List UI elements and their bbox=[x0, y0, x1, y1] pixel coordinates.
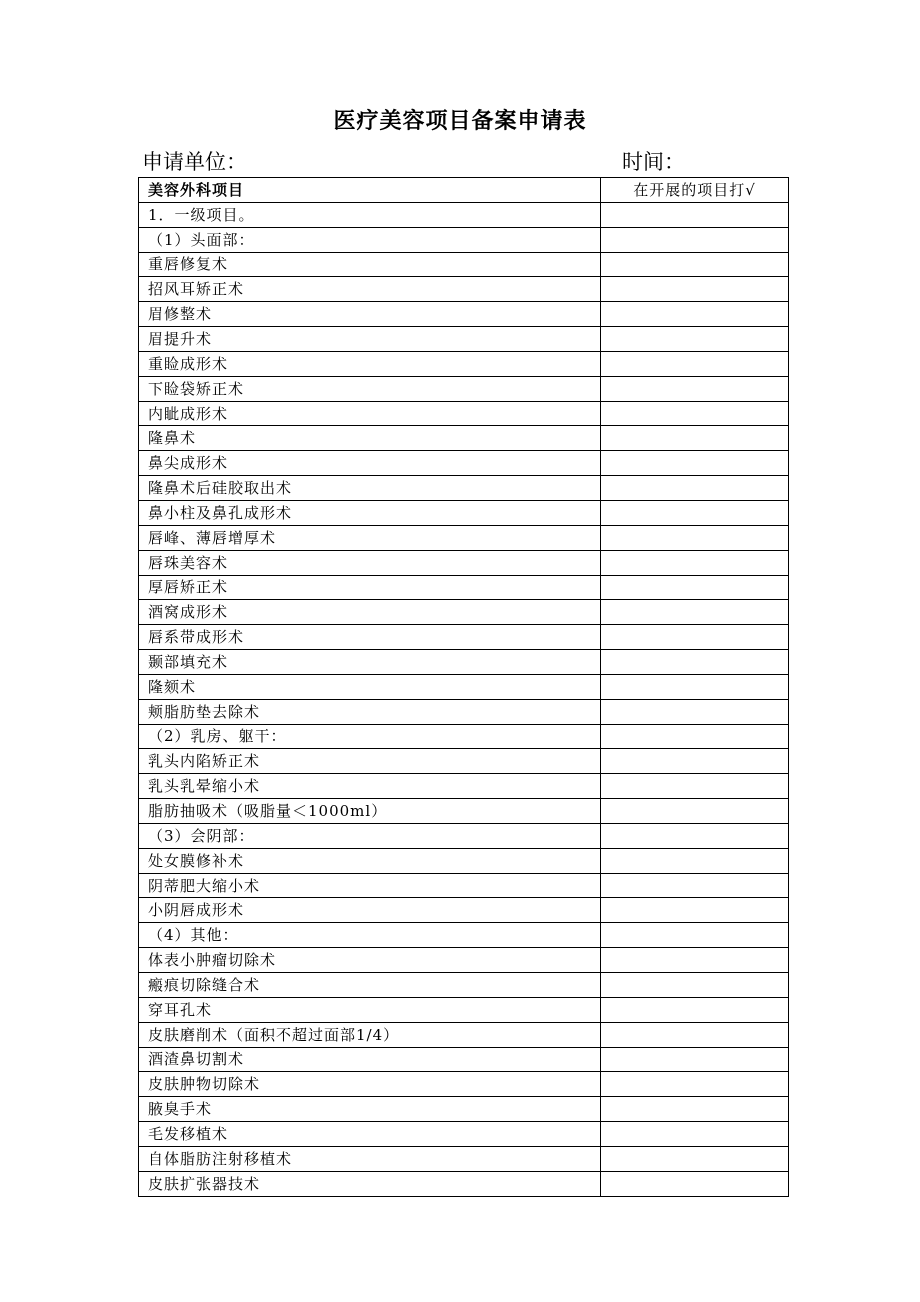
project-label: 皮肤扩张器技术 bbox=[139, 1171, 601, 1196]
project-label: 乳头内陷矫正术 bbox=[139, 749, 601, 774]
table-row bbox=[139, 1072, 789, 1097]
table-row bbox=[139, 451, 789, 476]
project-label: 隆鼻术 bbox=[139, 426, 601, 451]
section-label: （1）头面部： bbox=[139, 227, 601, 252]
table-row bbox=[139, 749, 789, 774]
check-cell[interactable] bbox=[601, 277, 789, 302]
project-label: 自体脂肪注射移植术 bbox=[139, 1146, 601, 1171]
check-cell[interactable] bbox=[601, 525, 789, 550]
table-row bbox=[139, 1122, 789, 1147]
project-label: 内眦成形术 bbox=[139, 401, 601, 426]
table-row bbox=[139, 376, 789, 401]
table-row bbox=[139, 351, 789, 376]
table-row bbox=[139, 774, 789, 799]
check-cell[interactable] bbox=[601, 575, 789, 600]
section-label: （2）乳房、躯干： bbox=[139, 724, 601, 749]
check-cell[interactable] bbox=[601, 476, 789, 501]
applicant-label: 申请单位： bbox=[142, 150, 247, 174]
table-row bbox=[139, 873, 789, 898]
table-row bbox=[139, 525, 789, 550]
project-label: 下睑袋矫正术 bbox=[139, 376, 601, 401]
table-row bbox=[139, 973, 789, 998]
check-cell[interactable] bbox=[601, 848, 789, 873]
table-row bbox=[139, 699, 789, 724]
check-cell[interactable] bbox=[601, 749, 789, 774]
check-cell[interactable] bbox=[601, 625, 789, 650]
table-row bbox=[139, 1047, 789, 1072]
table-row bbox=[139, 550, 789, 575]
table-row bbox=[139, 674, 789, 699]
table-row bbox=[139, 898, 789, 923]
project-label: 皮肤磨削术（面积不超过面部1/4） bbox=[139, 1022, 601, 1047]
check-cell[interactable] bbox=[601, 1171, 789, 1196]
check-cell[interactable] bbox=[601, 724, 789, 749]
table-row bbox=[139, 227, 789, 252]
table-row bbox=[139, 997, 789, 1022]
project-label: 重唇修复术 bbox=[139, 252, 601, 277]
check-cell[interactable] bbox=[601, 674, 789, 699]
project-label: 重睑成形术 bbox=[139, 351, 601, 376]
table-row bbox=[139, 1146, 789, 1171]
table-row bbox=[139, 1171, 789, 1196]
project-label: 眉修整术 bbox=[139, 302, 601, 327]
header-project: 美容外科项目 bbox=[139, 178, 601, 203]
table-row bbox=[139, 625, 789, 650]
table-row bbox=[139, 202, 789, 227]
check-cell[interactable] bbox=[601, 799, 789, 824]
project-label: 眉提升术 bbox=[139, 327, 601, 352]
table-row bbox=[139, 724, 789, 749]
check-cell[interactable] bbox=[601, 1072, 789, 1097]
check-cell[interactable] bbox=[601, 327, 789, 352]
project-label: 鼻小柱及鼻孔成形术 bbox=[139, 500, 601, 525]
table-row bbox=[139, 848, 789, 873]
check-cell[interactable] bbox=[601, 376, 789, 401]
check-cell[interactable] bbox=[601, 401, 789, 426]
check-cell[interactable] bbox=[601, 550, 789, 575]
check-cell[interactable] bbox=[601, 973, 789, 998]
header-check: 在开展的项目打√ bbox=[601, 178, 789, 203]
check-cell[interactable] bbox=[601, 252, 789, 277]
project-label: 腋臭手术 bbox=[139, 1097, 601, 1122]
table-row bbox=[139, 476, 789, 501]
project-label: 鼻尖成形术 bbox=[139, 451, 601, 476]
check-cell[interactable] bbox=[601, 500, 789, 525]
section-label: （3）会阴部： bbox=[139, 823, 601, 848]
check-cell[interactable] bbox=[601, 426, 789, 451]
table-row bbox=[139, 923, 789, 948]
check-cell[interactable] bbox=[601, 774, 789, 799]
time-label: 时间： bbox=[622, 150, 685, 174]
check-cell[interactable] bbox=[601, 923, 789, 948]
project-label: 唇系带成形术 bbox=[139, 625, 601, 650]
table-row bbox=[139, 823, 789, 848]
check-cell[interactable] bbox=[601, 1122, 789, 1147]
project-label: 小阴唇成形术 bbox=[139, 898, 601, 923]
check-cell[interactable] bbox=[601, 202, 789, 227]
check-cell[interactable] bbox=[601, 1146, 789, 1171]
check-cell[interactable] bbox=[601, 1047, 789, 1072]
check-cell[interactable] bbox=[601, 699, 789, 724]
check-cell[interactable] bbox=[601, 948, 789, 973]
project-label: 酒渣鼻切割术 bbox=[139, 1047, 601, 1072]
page-title: 医疗美容项目备案申请表 bbox=[333, 108, 587, 134]
project-label: 毛发移植术 bbox=[139, 1122, 601, 1147]
check-cell[interactable] bbox=[601, 873, 789, 898]
check-cell[interactable] bbox=[601, 351, 789, 376]
table-row bbox=[139, 650, 789, 675]
project-table bbox=[138, 177, 789, 1197]
check-cell[interactable] bbox=[601, 600, 789, 625]
project-label: 隆鼻术后硅胶取出术 bbox=[139, 476, 601, 501]
project-label: 酒窝成形术 bbox=[139, 600, 601, 625]
project-label: 乳头乳晕缩小术 bbox=[139, 774, 601, 799]
table-row bbox=[139, 277, 789, 302]
project-label: 唇珠美容术 bbox=[139, 550, 601, 575]
project-label: 颞部填充术 bbox=[139, 650, 601, 675]
table-row bbox=[139, 401, 789, 426]
project-label: 厚唇矫正术 bbox=[139, 575, 601, 600]
table-row bbox=[139, 500, 789, 525]
project-label: 阴蒂肥大缩小术 bbox=[139, 873, 601, 898]
check-cell[interactable] bbox=[601, 302, 789, 327]
project-label: 皮肤肿物切除术 bbox=[139, 1072, 601, 1097]
table-row bbox=[139, 327, 789, 352]
check-cell[interactable] bbox=[601, 1097, 789, 1122]
table-row bbox=[139, 426, 789, 451]
table-row bbox=[139, 302, 789, 327]
project-label: 穿耳孔术 bbox=[139, 997, 601, 1022]
check-cell[interactable] bbox=[601, 227, 789, 252]
table-row bbox=[139, 1097, 789, 1122]
section-label: （4）其他： bbox=[139, 923, 601, 948]
project-label: 脂肪抽吸术（吸脂量＜1000ml） bbox=[139, 799, 601, 824]
table-row bbox=[139, 1022, 789, 1047]
check-cell[interactable] bbox=[601, 823, 789, 848]
project-label: 颊脂肪垫去除术 bbox=[139, 699, 601, 724]
table-row bbox=[139, 575, 789, 600]
project-label: 招风耳矫正术 bbox=[139, 277, 601, 302]
table-header-row bbox=[139, 178, 789, 203]
project-label: 瘢痕切除缝合术 bbox=[139, 973, 601, 998]
project-label: 体表小肿瘤切除术 bbox=[139, 948, 601, 973]
check-cell[interactable] bbox=[601, 898, 789, 923]
project-label: 唇峰、薄唇增厚术 bbox=[139, 525, 601, 550]
check-cell[interactable] bbox=[601, 1022, 789, 1047]
table-row bbox=[139, 948, 789, 973]
check-cell[interactable] bbox=[601, 650, 789, 675]
section-label: 1．一级项目。 bbox=[139, 202, 601, 227]
table-row bbox=[139, 252, 789, 277]
project-label: 处女膜修补术 bbox=[139, 848, 601, 873]
check-cell[interactable] bbox=[601, 451, 789, 476]
table-row bbox=[139, 799, 789, 824]
project-label: 隆颏术 bbox=[139, 674, 601, 699]
check-cell[interactable] bbox=[601, 997, 789, 1022]
table-row bbox=[139, 600, 789, 625]
